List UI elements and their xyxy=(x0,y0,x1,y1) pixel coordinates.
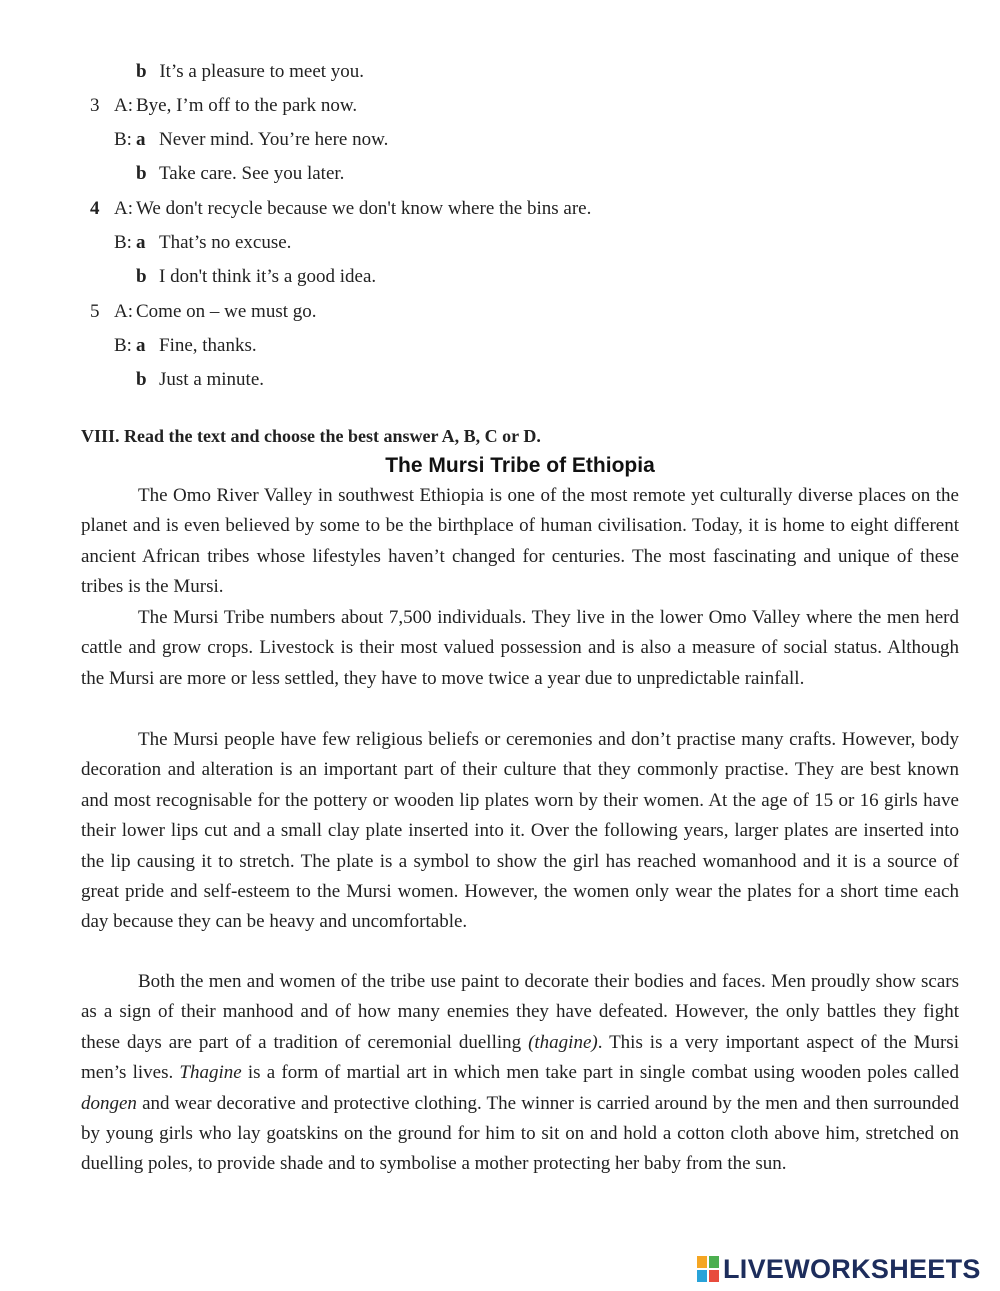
option-letter: a xyxy=(136,129,146,150)
option-letter: a xyxy=(136,335,146,356)
option-text: It’s a pleasure to meet you. xyxy=(159,61,365,82)
item-number: 3 xyxy=(90,95,100,116)
paragraph-text: is a form of martial art in which men take part in single combat using wooden poles called xyxy=(241,1062,959,1084)
dialogue-4-question xyxy=(90,197,592,221)
liveworksheets-logo[interactable] xyxy=(697,1254,981,1284)
option-letter: a xyxy=(136,232,146,253)
option-text: Fine, thanks. xyxy=(159,335,257,356)
article-paragraph-1: The Omo River Valley in southwest Ethiopia is one of the most remote yet culturally diverse places on the planet and is even believed by some to be the birthplace of human civilisation. Today, it is home to eight different ancient African tribes whose lifestyles haven’t changed for centuries. The most fascinating and unique of these tribes is the Mursi. xyxy=(81,485,959,598)
paragraph-text: Both the men and women of the tribe use paint to decorate their bodies and faces. Men proudly show scars as a sign of their manhood and of how many enemies they have defeated. However, the only battles they fight these days are part of a tradition of ceremonial duelling xyxy=(81,971,959,1053)
speaker-a-label: A: xyxy=(114,95,133,116)
item-number: 4 xyxy=(90,198,100,219)
speaker-a-text: Come on – we must go. xyxy=(136,301,317,322)
paragraph-text: . This is a very important aspect of the Mursi men’s lives. xyxy=(81,1031,959,1084)
speaker-b-label: B: xyxy=(114,232,132,253)
liveworksheets-logo-icon xyxy=(697,1256,719,1282)
speaker-a-label: A: xyxy=(114,198,133,219)
dialogue-5-option-b xyxy=(136,368,265,392)
option-text: Take care. See you later. xyxy=(159,163,345,184)
item-number: 5 xyxy=(90,301,100,322)
dialogue-3-option-b xyxy=(136,162,345,186)
italic-term-thagine-paren: (thagine) xyxy=(528,1031,598,1053)
speaker-a-text: We don't recycle because we don't know where the bins are. xyxy=(136,198,592,219)
italic-term-dongen: dongen xyxy=(81,1092,137,1114)
option-text: Just a minute. xyxy=(159,369,265,390)
article-paragraph-2: The Mursi Tribe numbers about 7,500 individuals. They live in the lower Omo Valley where the men herd cattle and grow crops. Livestock is their most valued possession and is also a measure of social status. Although the Mursi are more or less settled, they have to move twice a year due to unpredictable rainfall. xyxy=(81,607,959,689)
option-b-line xyxy=(136,60,364,84)
speaker-a-label: A: xyxy=(114,301,133,322)
speaker-b-label: B: xyxy=(114,335,132,356)
article-paragraph-3: The Mursi people have few religious beliefs or ceremonies and don’t practise many crafts. However, body decoration and alteration is an important part of their culture that they commonly practise. They are best known and most recognisable for the pottery or wooden lip plates worn by their women. At the age of 15 or 16 girls have their lower lips cut and a small clay plate inserted into it. Over the following years, larger plates are inserted into the lip causing it to stretch. The plate is a symbol to show the girl has reached womanhood and it is a source of great pride and self-esteem to the Mursi women. However, the women only wear the plates for a short time each day because they can be heavy and uncomfortable. xyxy=(81,729,959,933)
dialogue-5-question xyxy=(90,300,317,324)
speaker-a-text: Bye, I’m off to the park now. xyxy=(136,95,358,116)
article-title: The Mursi Tribe of Ethiopia xyxy=(385,454,655,477)
option-text: I don't think it’s a good idea. xyxy=(159,266,377,287)
option-text: Never mind. You’re here now. xyxy=(159,129,389,150)
dialogue-5-option-a xyxy=(114,334,257,358)
italic-term-thagine: Thagine xyxy=(179,1062,242,1084)
option-letter: b xyxy=(136,369,147,390)
dialogue-3-question xyxy=(90,94,358,118)
article-paragraph-4 xyxy=(81,967,959,1180)
option-letter: b xyxy=(136,266,147,287)
option-letter: b xyxy=(136,163,147,184)
dialogue-4-option-a xyxy=(114,231,292,255)
option-text: That’s no excuse. xyxy=(159,232,292,253)
section-heading: VIII. Read the text and choose the best answer A, B, C or D. xyxy=(81,426,541,446)
option-letter: b xyxy=(136,61,147,82)
dialogue-4-option-b xyxy=(136,265,377,289)
speaker-b-label: B: xyxy=(114,129,132,150)
paragraph-text: and wear decorative and protective clothing. The winner is carried around by the men and then surrounded by young girls who lay goatskins on the ground for him to sit on and hold a cotton cloth above him, stretched on duelling poles, to provide shade and to symbolise a mother protecting her baby from the sun. xyxy=(81,1092,959,1175)
liveworksheets-brand: LIVEWORKSHEETS xyxy=(723,1253,981,1284)
dialogue-3-option-a xyxy=(114,128,389,152)
